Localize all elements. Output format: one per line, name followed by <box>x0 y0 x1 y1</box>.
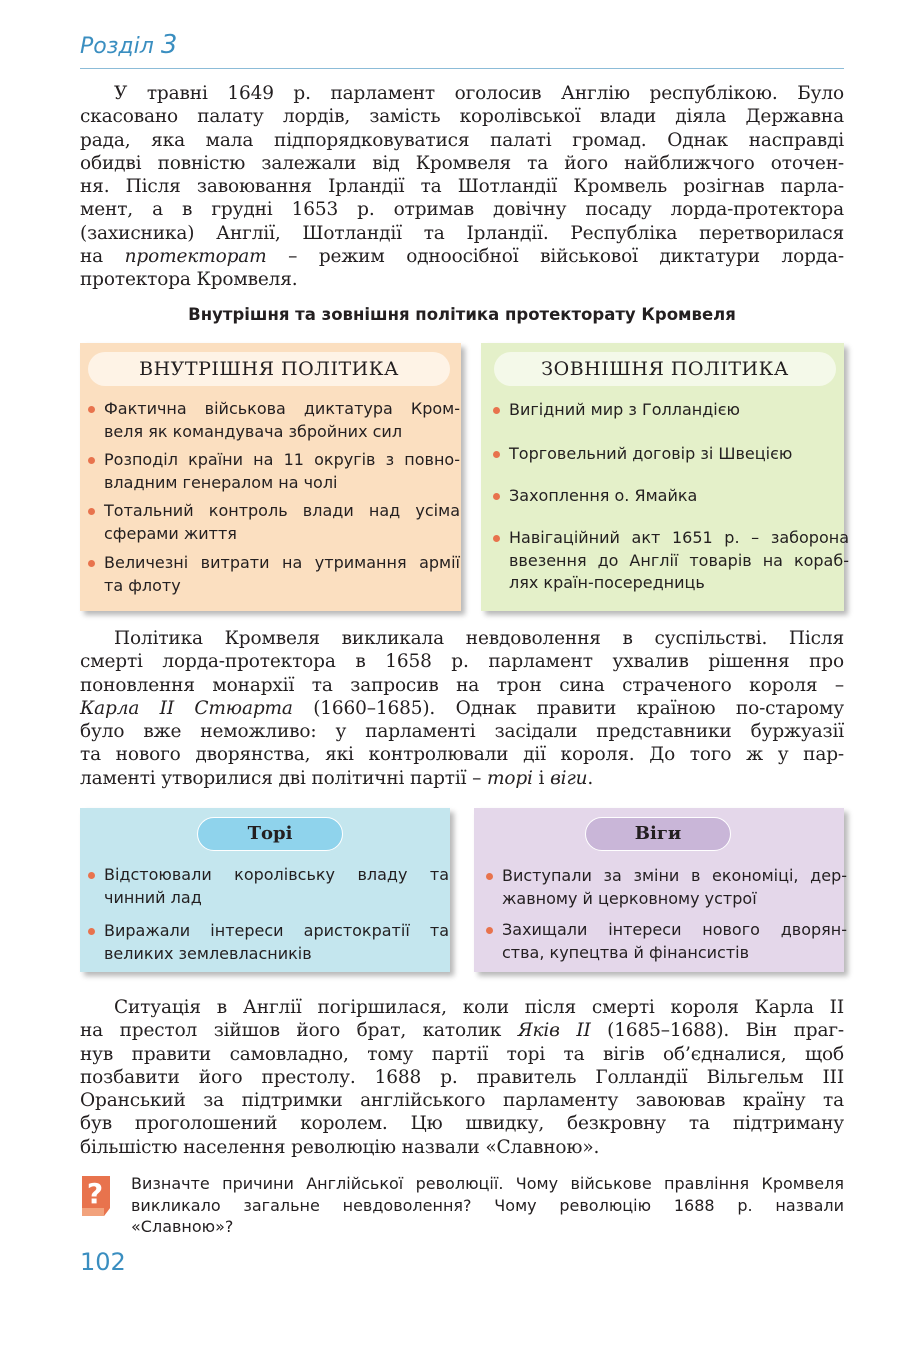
question-mark-icon <box>80 1172 114 1220</box>
tories-item <box>88 864 449 909</box>
tories-item <box>88 920 449 965</box>
item-line: Торговельний договір зі Швецією <box>509 444 793 463</box>
text-line: смерті лорда-протектора в 1658 р. парламент ухвалив рішення про <box>80 651 844 673</box>
text-line: поновлення монархії та запросив на трон сина страченого короля – <box>80 674 844 696</box>
paragraph-restoration <box>80 627 844 790</box>
external-policy-panel <box>481 343 849 611</box>
paragraph-republic <box>80 82 844 292</box>
item-line: Розподіл країни на 11 округів з повно- <box>104 450 460 469</box>
internal-policy-item <box>88 449 460 494</box>
section-number: 3 <box>160 30 178 60</box>
text-line-parties: ламенті утворилися дві політичні партії – торі і віги. <box>80 767 594 789</box>
text-line: позбавити його престолу. 1688 р. правитель Голландії Вільгельм III <box>80 1066 844 1088</box>
text-line: У травні 1649 р. парламент оголосив Англію республікою. Було <box>114 83 844 104</box>
item-line: Виражали інтереси аристократії та <box>104 921 449 940</box>
text-line: (захисника) Англії, Шотландії та Ірландії. Республіка перетворилася <box>80 222 844 244</box>
item-line: ввезення до Англії товарів на кораб- <box>509 550 849 570</box>
item-line: сферами життя <box>104 523 237 543</box>
external-policy-heading: ЗОВНІШНЯ ПОЛІТИКА <box>494 352 836 386</box>
item-line: Фактична військова диктатура Кром- <box>104 399 460 418</box>
item-line: великих землевласників <box>104 943 312 963</box>
tories-heading: Торі <box>197 817 343 851</box>
svg-text:?: ? <box>86 1177 104 1210</box>
question-mark-icon-shape <box>80 1172 114 1220</box>
internal-policy-heading: ВНУТРІШНЯ ПОЛІТИКА <box>88 352 450 386</box>
item-line: Виступали за зміни в економіці, дер- <box>502 866 847 885</box>
text-line: більшістю населення революцію назвали «Славною». <box>80 1136 600 1158</box>
item-line: чинний лад <box>104 887 202 907</box>
text-line: ня. Після завоювання Ірландії та Шотландії Кромвель розігнав парла- <box>80 176 844 198</box>
item-line: Захищали інтереси нового дворян- <box>502 920 847 939</box>
header-divider <box>80 68 844 69</box>
page-number: 102 <box>80 1248 126 1276</box>
item-line: та флоту <box>104 575 181 595</box>
text-line: Політика Кромвеля викликала невдоволення в суспільстві. Після <box>114 628 844 649</box>
item-line: жавному й церковному устрої <box>502 888 757 908</box>
text-line: було вже неможливо: у парламенті засідали представники буржуазії <box>80 721 844 743</box>
paragraph-glorious-revolution <box>80 996 844 1159</box>
internal-policy-item <box>88 552 460 597</box>
item-line: лях країн-посередниць <box>509 573 705 592</box>
question-line: викликало загальне невдоволення? Чому революцію 1688 р. назвали <box>131 1195 844 1215</box>
section-label <box>80 30 177 60</box>
internal-policy-panel <box>80 343 461 611</box>
item-line: Захоплення о. Ямайка <box>509 486 698 505</box>
text-line: обидві повністю залежали від Кромвеля та його найближчого оточен- <box>80 152 844 174</box>
external-policy-item <box>493 485 849 508</box>
text-line: нув правити самовладно, тому партії торі та вігів об’єдналися, щоб <box>80 1043 844 1065</box>
text-line: рада, яка мала підпорядковуватися палаті громад. Однак насправді <box>80 129 844 151</box>
section-word: Розділ <box>80 34 154 59</box>
text-line-protectorate: на протекторат – режим одноосібної військової диктатури лорда- <box>80 246 844 268</box>
item-line: Навігаційний акт 1651 р. – заборона <box>509 528 849 547</box>
internal-policy-item <box>88 398 460 443</box>
whigs-panel <box>474 808 847 972</box>
text-line: протектора Кромвеля. <box>80 269 298 291</box>
internal-policy-item <box>88 500 460 545</box>
question-line: «Славною»? <box>131 1217 234 1236</box>
text-line: мент, а в грудні 1653 р. отримав довічну посаду лорда-протектора <box>80 199 844 221</box>
item-line: Величезні витрати на утримання армії <box>104 553 460 572</box>
item-line: веля як командувача збройних сил <box>104 421 403 441</box>
external-policy-item <box>493 443 849 466</box>
whigs-item <box>486 865 847 910</box>
text-line-james: на престол зійшов його брат, католик Яків II (1685–1688). Він праг- <box>80 1020 844 1042</box>
text-line: був проголошений королем. Цю швидку, безкровну та підтриману <box>80 1113 844 1135</box>
external-policy-item <box>493 527 849 595</box>
text-line: скасовано палату лордів, замість королівської влади діяла Державна <box>80 106 844 128</box>
item-line: ства, купецтва й фінансистів <box>502 942 750 962</box>
tories-panel <box>80 808 450 972</box>
text-line: Оранський за підтримки англійського парламенту завоював країну та <box>80 1090 844 1112</box>
item-line: Вигідний мир з Голландією <box>509 400 740 419</box>
text-line: та нового дворянства, які контролювали дії короля. До того ж у пар- <box>80 744 844 766</box>
text-line-charles: Карла II Стюарта (1660–1685). Однак правити країною по-старому <box>80 697 845 719</box>
item-line: Відстоювали королівську владу та <box>104 865 449 884</box>
whigs-heading: Віги <box>585 817 731 851</box>
policy-table-title: Внутрішня та зовнішня політика протекторату Кромвеля <box>188 305 736 324</box>
question-line: Визначте причини Англійської революції. Чому військове правління Кромвеля <box>131 1174 844 1193</box>
text-line: Ситуація в Англії погіршилася, коли після смерті короля Карла II <box>114 997 844 1018</box>
item-line: Тотальний контроль влади над усіма <box>104 501 460 520</box>
whigs-item <box>486 919 847 964</box>
item-line: владним генералом на чолі <box>104 472 338 492</box>
review-questions <box>131 1173 844 1238</box>
external-policy-item <box>493 399 849 422</box>
